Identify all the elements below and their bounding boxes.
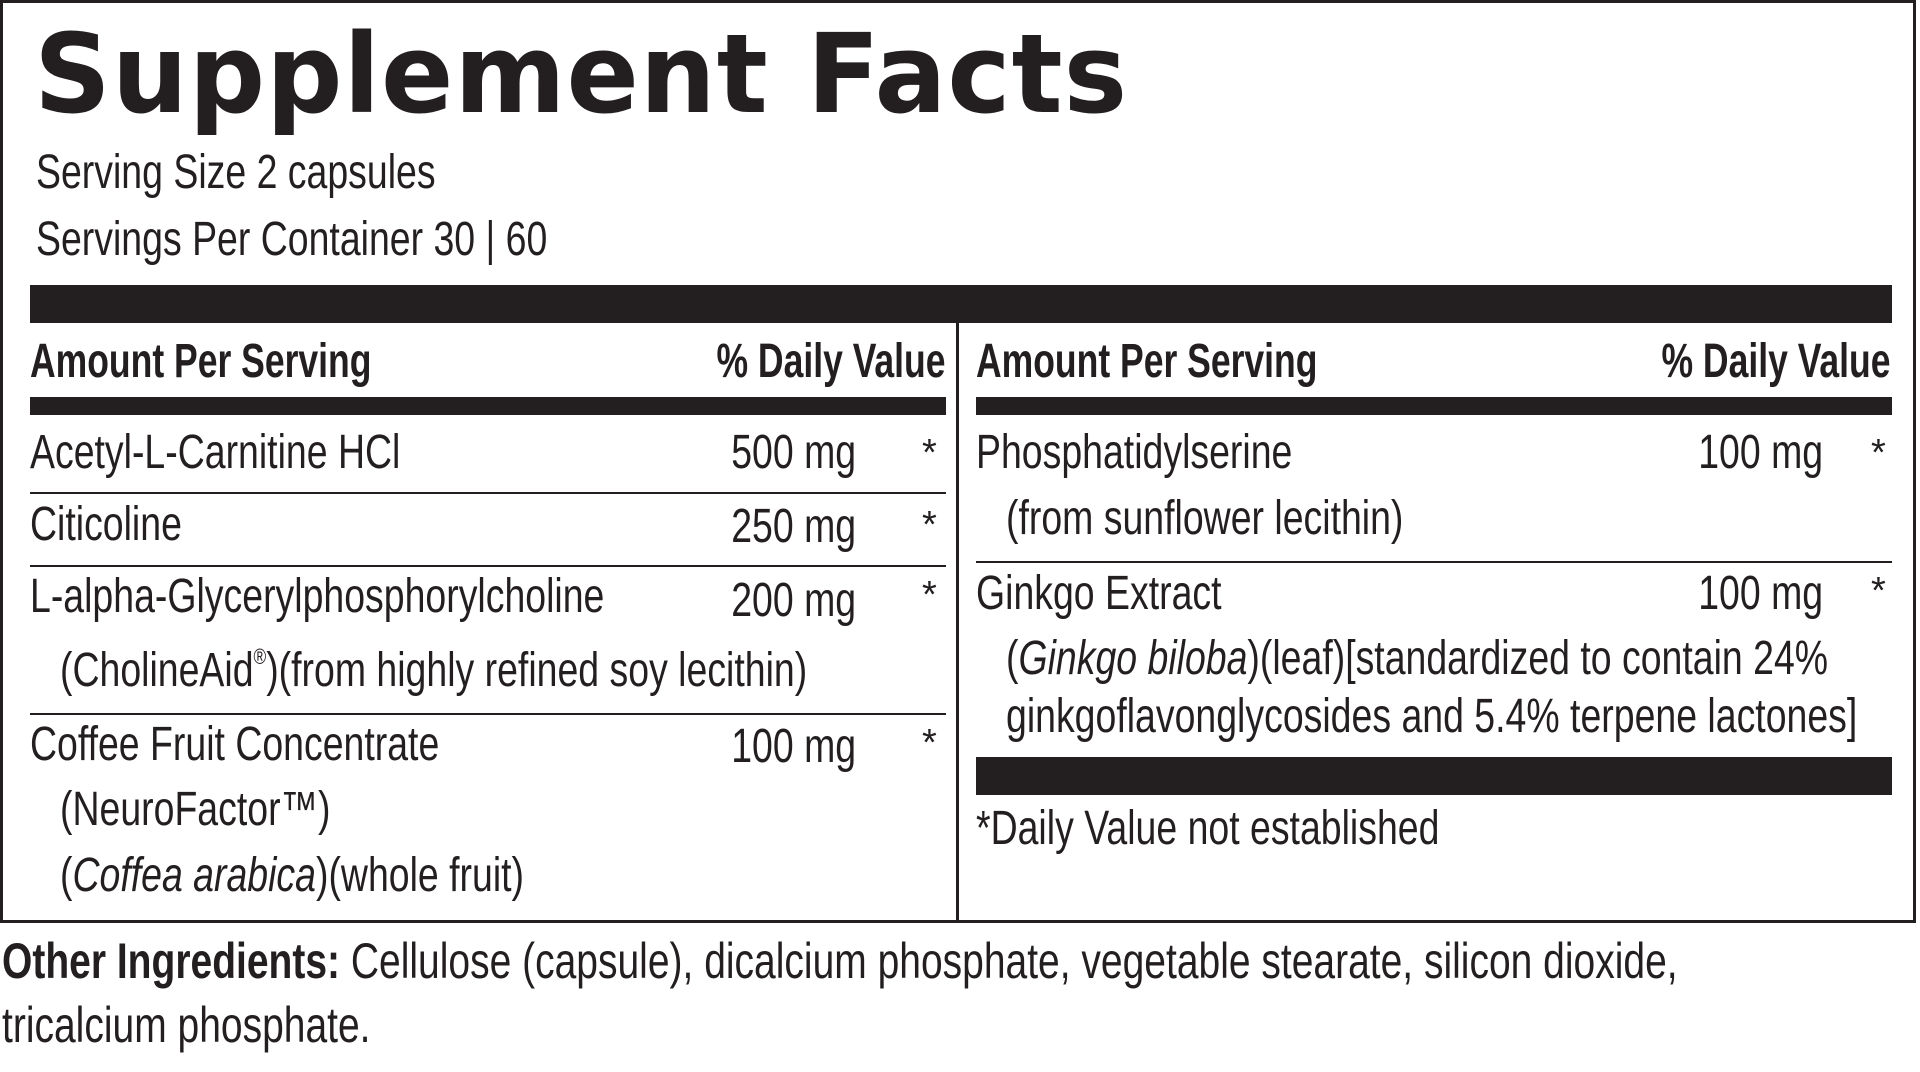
top-thick-bar	[30, 285, 1892, 323]
panel-bottom-border	[0, 920, 1916, 923]
ingredient-name: Coffee Fruit Concentrate	[30, 718, 440, 771]
other-ingredients-label: Other Ingredients:	[2, 933, 341, 989]
ingredient-name: Acetyl-L-Carnitine HCl	[30, 426, 401, 479]
column-divider	[956, 323, 959, 921]
ingredient-amount: 250 mg	[731, 500, 856, 553]
ingredient-amount: 200 mg	[731, 574, 856, 627]
page-title: Supplement Facts	[34, 10, 1129, 138]
daily-value-asterisk: *	[922, 722, 937, 764]
ingredient-name: Ginkgo Extract	[976, 567, 1222, 620]
daily-value-asterisk: *	[1871, 570, 1886, 612]
right-amount-header: Amount Per Serving	[976, 335, 1318, 388]
other-ingredients-text: Cellulose (capsule), dicalcium phosphate, vegetable stearate, silicon dioxide, tricalcium phosphate.	[2, 933, 1678, 1053]
servings-per-container: Servings Per Container 30 | 60	[36, 213, 548, 266]
ingredient-amount: 100 mg	[1698, 426, 1823, 479]
daily-value-asterisk: *	[922, 504, 937, 546]
daily-value-asterisk: *	[1871, 432, 1886, 474]
right-dv-header: % Daily Value	[1660, 335, 1890, 388]
ingredient-amount: 100 mg	[1698, 567, 1823, 620]
ingredient-source: (CholineAid®)(from highly refined soy lecithin)	[60, 644, 808, 697]
row-divider	[30, 713, 946, 715]
left-header-bar	[30, 397, 946, 415]
left-amount-header: Amount Per Serving	[30, 335, 372, 388]
ingredient-name: Citicoline	[30, 498, 182, 551]
ingredient-standardization: (Ginkgo biloba)(leaf)[standardized to contain 24%	[1006, 632, 1829, 685]
daily-value-asterisk: *	[922, 574, 937, 616]
ingredient-trademark: (NeuroFactor™)	[60, 783, 331, 836]
row-divider	[30, 565, 946, 567]
ingredient-amount: 500 mg	[731, 426, 856, 479]
ingredient-source: (from sunflower lecithin)	[1006, 492, 1404, 545]
ingredient-name: L-alpha-Glycerylphosphorylcholine	[30, 570, 605, 623]
ingredient-standardization-cont: ginkgoflavonglycosides and 5.4% terpene lactones]	[1006, 690, 1858, 743]
right-header-bar	[976, 397, 1892, 415]
footnote-bar	[976, 757, 1892, 795]
ingredient-name: Phosphatidylserine	[976, 426, 1293, 479]
ingredient-botanical: (Coffea arabica)(whole fruit)	[60, 849, 525, 902]
left-dv-header: % Daily Value	[715, 335, 945, 388]
ingredient-amount: 100 mg	[731, 720, 856, 773]
row-divider	[976, 561, 1892, 563]
row-divider	[30, 492, 946, 494]
serving-size: Serving Size 2 capsules	[36, 146, 436, 199]
daily-value-asterisk: *	[922, 432, 937, 474]
footnote: *Daily Value not established	[976, 802, 1440, 855]
other-ingredients	[2, 929, 1679, 1057]
